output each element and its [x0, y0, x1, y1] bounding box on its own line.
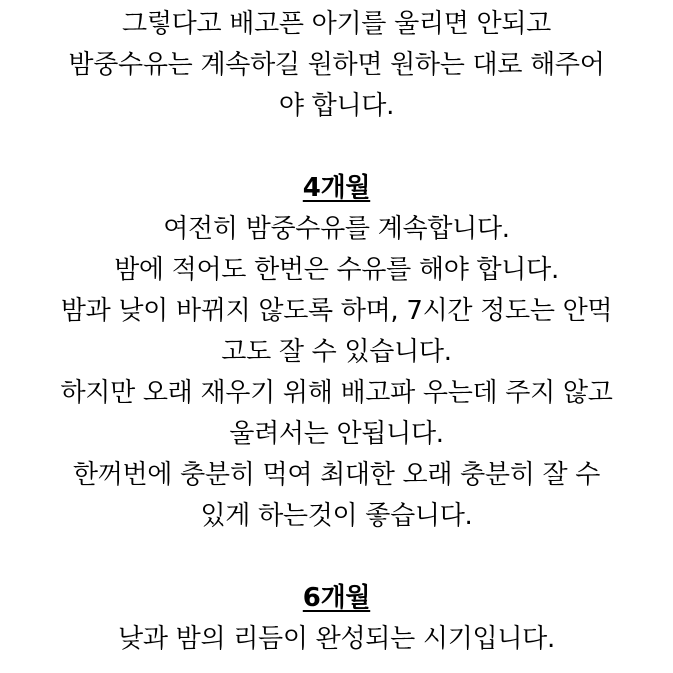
intro-line-2: 밤중수유는 계속하길 원하면 원하는 대로 해주어: [68, 50, 605, 80]
4m-line-4: 고도 잘 수 있습니다.: [221, 337, 452, 367]
4m-line-8: 있게 하는것이 좋습니다.: [200, 501, 473, 531]
4m-line-5: 하지만 오래 재우기 위해 배고파 우는데 주지 않고: [60, 378, 613, 408]
6m-line-1: 낮과 밤의 리듬이 완성되는 시기입니다.: [118, 624, 555, 654]
4m-line-3: 밤과 낮이 바뀌지 않도록 하며, 7시간 정도는 안먹: [60, 296, 613, 326]
intro-line-1: 그렇다고 배고픈 아기를 울리면 안되고: [122, 9, 551, 39]
4m-line-7: 한꺼번에 충분히 먹여 최대한 오래 충분히 잘 수: [72, 460, 601, 490]
4m-line-6: 울려서는 안됩니다.: [229, 419, 444, 449]
4m-line-1: 여전히 밤중수유를 계속합니다.: [163, 214, 510, 244]
4m-line-2: 밤에 적어도 한번은 수유를 해야 합니다.: [114, 255, 559, 285]
heading-4-months: 4개월: [302, 173, 371, 203]
heading-6-months: 6개월: [302, 583, 371, 613]
intro-line-3: 야 합니다.: [278, 91, 395, 121]
